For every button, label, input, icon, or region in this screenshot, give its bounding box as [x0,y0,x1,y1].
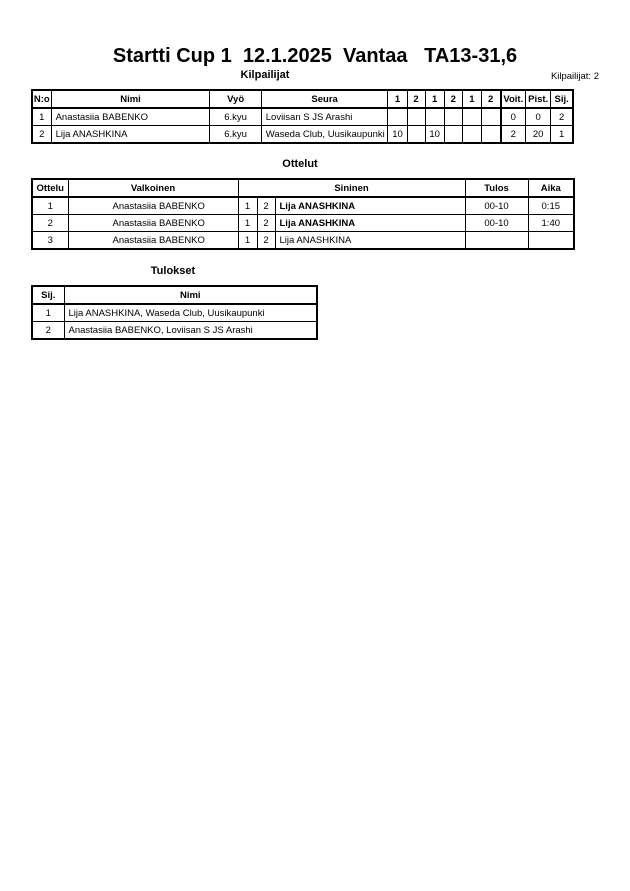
table-row [32,304,317,322]
table-row [32,215,574,232]
results-table [31,285,318,340]
col-round-3: 1 [425,90,444,108]
round-score: 10 [388,126,407,144]
match-time: 1:40 [528,215,574,232]
result-name: Anastasiia BABENKO, Loviisan S JS Arashi [64,322,317,340]
round-score [444,108,462,126]
competitor-name: Lija ANASHKINA [51,126,210,144]
round-score [388,108,407,126]
col-name: Nimi [51,90,210,108]
table-row [32,322,317,340]
competitor-name: Anastasiia BABENKO [51,108,210,126]
competitors-table [31,89,574,144]
match-result: 00-10 [465,197,528,215]
col-time: Aika [528,179,574,197]
match-result [465,232,528,250]
competitor-wins: 2 [501,126,526,144]
col-name: Nimi [64,286,317,304]
competitor-no: 1 [32,108,51,126]
col-round-2: 2 [407,90,425,108]
round-score [407,108,425,126]
match-white: Anastasiia BABENKO [68,197,238,215]
match-blue: Lija ANASHKINA [275,215,465,232]
col-round-1: 1 [388,90,407,108]
match-blue: Lija ANASHKINA [275,197,465,215]
match-white: Anastasiia BABENKO [68,232,238,250]
col-blue: Sininen [238,179,465,197]
competitor-belt: 6.kyu [210,126,261,144]
competitors-header-row [32,90,573,108]
col-round-6: 2 [481,90,500,108]
competitor-club: Loviisan S JS Arashi [261,108,388,126]
round-score [462,126,481,144]
competitor-no: 2 [32,126,51,144]
competitor-count: Kilpailijat: 2 [550,71,599,82]
match-no: 1 [32,197,68,215]
matches-heading: Ottelut [282,158,318,170]
col-wins: Voit. [501,90,526,108]
competitor-wins: 0 [501,108,526,126]
round-score [481,126,500,144]
col-points: Pist. [526,90,551,108]
round-score [407,126,425,144]
col-round-5: 1 [462,90,481,108]
match-score-b: 2 [257,215,275,232]
competitor-club: Waseda Club, Uusikaupunki [261,126,388,144]
competitor-place: 1 [551,126,573,144]
match-score-b: 2 [257,232,275,250]
match-time: 0:15 [528,197,574,215]
table-row [32,126,573,144]
match-score-a: 1 [238,197,257,215]
match-no: 3 [32,232,68,250]
col-place: Sij. [551,90,573,108]
table-row [32,197,574,215]
table-row [32,108,573,126]
match-score-b: 2 [257,197,275,215]
col-round-4: 2 [444,90,462,108]
matches-header-row [32,179,574,197]
matches-table [31,178,575,250]
col-result: Tulos [465,179,528,197]
col-place: Sij. [32,286,64,304]
col-white: Valkoinen [68,179,238,197]
round-score: 10 [425,126,444,144]
match-time [528,232,574,250]
results-header-row [32,286,317,304]
competitor-place: 2 [551,108,573,126]
page-title: Startti Cup 1 12.1.2025 Vantaa TA13-31,6 [112,45,518,67]
match-score-a: 1 [238,215,257,232]
match-no: 2 [32,215,68,232]
match-blue: Lija ANASHKINA [275,232,465,250]
competitor-belt: 6.kyu [210,108,261,126]
round-score [481,108,500,126]
results-heading: Tulokset [150,265,196,277]
match-score-a: 1 [238,232,257,250]
result-place: 1 [32,304,64,322]
col-belt: Vyö [210,90,261,108]
match-result: 00-10 [465,215,528,232]
competitors-heading: Kilpailijat [240,69,290,81]
result-place: 2 [32,322,64,340]
col-club: Seura [261,90,388,108]
round-score [444,126,462,144]
competitor-points: 20 [526,126,551,144]
round-score [462,108,481,126]
match-white: Anastasiia BABENKO [68,215,238,232]
table-row [32,232,574,250]
result-name: Lija ANASHKINA, Waseda Club, Uusikaupunki [64,304,317,322]
col-no: N:o [32,90,51,108]
competitor-points: 0 [526,108,551,126]
col-match: Ottelu [32,179,68,197]
round-score [425,108,444,126]
